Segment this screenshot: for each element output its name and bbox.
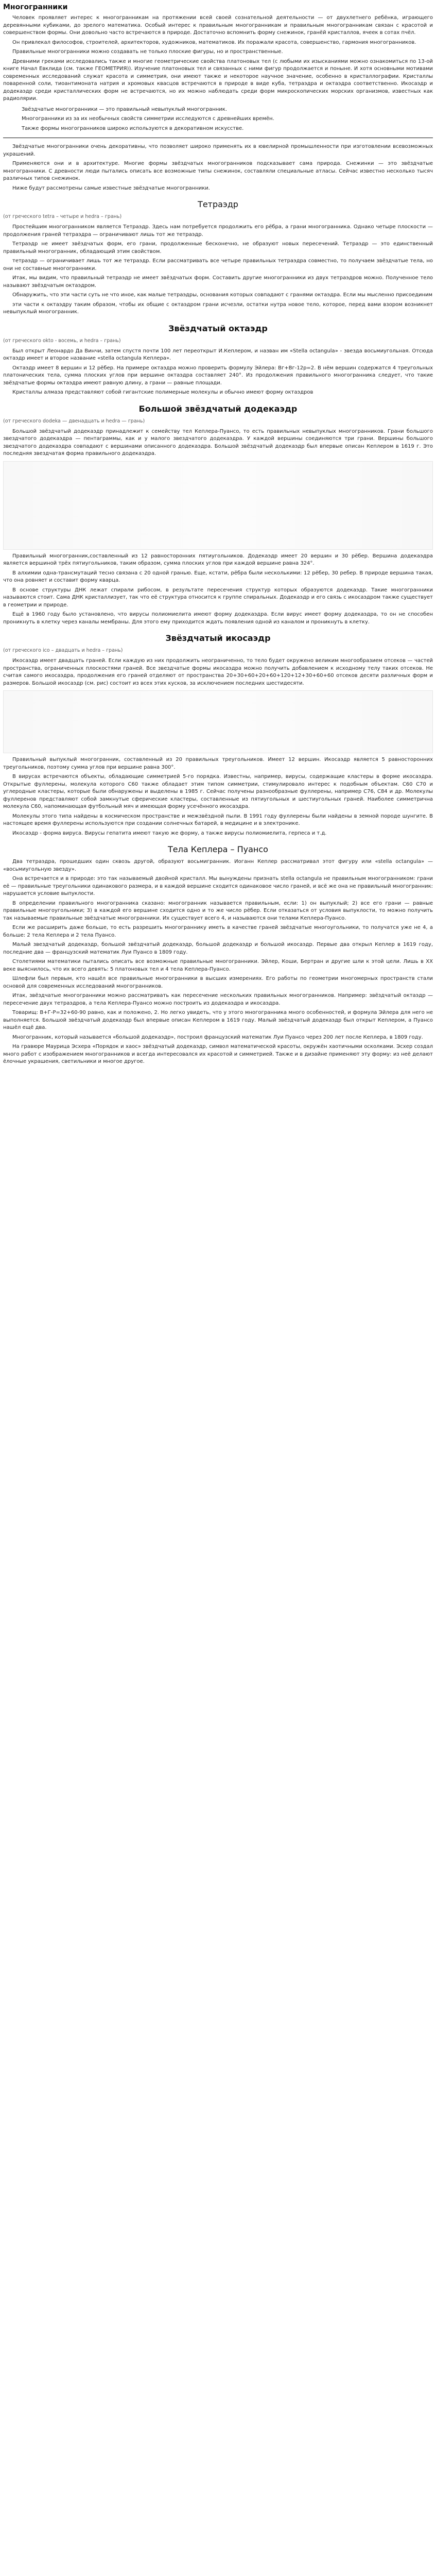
title-tetrahedron: Тетраэдр: [198, 199, 238, 210]
paragraph: Кристаллы алмаза представляют собой гигантские полимерные молекулы и обычно имеют форму октаэдров: [12, 389, 313, 396]
note-line: Многогранники из за их необычных свойств симметрии исследуются с древнейших времён.: [22, 116, 274, 122]
paragraph: Товарищ: В+Г-Р=32+60-90 равно, как и положено, 2. Но легко увидеть, что у этого многогранника много особенностей, и формула Эйлера для него не выполняется. Большой звёздчатый додекаэдр был впервые описан Кеплером в 1619 году. Малый звёздчатый додекаэдр был открыт Кеплером, а Пуансо нашёл ещё два.: [3, 1010, 433, 1031]
subtitle-tetrahedron: (от греческого tetra – четыре и hedra – грань): [3, 214, 122, 220]
note-line: Звёздчатые многогранники — это правильный невыпуклый многогранник.: [22, 106, 227, 112]
paragraph: Столетиями математики пытались описать все возможные правильные многогранники. Эйлер, Коши, Бертран и другие шли к этой цели. Лишь в XX веке выяснилось, что их всего девять: 5 платоновых тел и 4 тела Кеплера-Пуансо.: [3, 959, 433, 972]
title-kepler-poinsot: Тела Кеплера – Пуансо: [168, 844, 268, 855]
subtitle-great-stellated-dodecahedron: (от греческого dodeka — двенадцать и hedra — грань): [3, 418, 145, 424]
paragraph: Правильный многогранник,составленный из 12 равносторонних пятиугольников. Додекаэдр имеет 20 вершин и 30 рёбер. Вершина додекаэдра является вершиной трёх пятиугольников, таким образом, сумма плоских углов при каждой вершине равна 324°.: [3, 553, 433, 567]
paragraph: Она встречается и в природе: это так называемый двойной кристалл. Мы вынуждены признать stella octangula не правильным многогранником: грани её — правильные треугольники одинакового размера, и в каждой вершине сходится одинаковое число граней, и всё же она не правильный многогранник: нарушается условие выпуклости.: [3, 876, 433, 897]
paragraph: На гравюре Маурица Эсхера «Порядок и хаос» звёздчатый додекаэдр, символ математической красоты, окружён хаотичными осколками. Эсхер создал много работ с изображением многогранников и всегда интересовался их красотой и симметрией. Также и в дизайне применяют эту форму: из неё делают ёлочные украшения, светильники и многое другое.: [3, 1044, 433, 1065]
paragraph: Ниже будут рассмотрены самые известные звёздчатые многогранники.: [12, 185, 210, 191]
paragraph: Два тетраэдра, прошедших один сквозь другой, образуют восьмигранник. Иоганн Кеплер рассматривал этот фигуру или «stella octangula» — «восьмиугольную звезду».: [3, 859, 433, 872]
paragraph: Применяются они и в архитектуре. Многие формы звёздчатых многогранников подсказывает сама природа. Снежинки — это звёздчатые многогранники. С древности люди пытались описать все возможные типы снежинок, составляли специальные атласы. Сейчас известно несколько тысяч различных типов снежинок.: [3, 161, 433, 182]
title-great-stellated-dodecahedron: Большой звёздчатый додекаэдр: [138, 403, 298, 414]
paragraph: Звёздчатые многогранники очень декоративны, что позволяет широко применять их в ювелирной промышленности при изготовлении всевозможных украшений.: [3, 144, 433, 157]
paragraph: Итак, звёздчатые многогранники можно рассматривать как пересечение нескольких правильных многогранников. Например: звёздчатый октаэдр — пересечение двух тетраэдров, а тела Кеплера-Пуансо можно построить из додекаэдра и икосаэдра.: [3, 993, 433, 1006]
paragraph: Большой звёздчатый додекаэдр принадлежит к семейству тел Кеплера-Пуансо, то есть правильных невыпуклых многогранников. Грани большого звездчатого додекаэдра — пентаграммы, как и у малого звездчатого додекаэдра. У каждой вершины соединяются три грани. Вершины большого звездчатого додекаэдра совпадают с вершинами описанного додекаэдра. Большой звёздчатый додекаэдр был впервые описан Кеплером в 1619 г. Это последняя звездчатая форма правильного додекаэдра.: [3, 428, 433, 457]
paragraph: Итак, мы видим, что правильный тетраэдр не имеет звёздчатых форм. Составить другие многогранники из двух тетраэдров можно. Полученное тело называют звёздчатым октаэдром.: [3, 275, 433, 289]
paragraph: Молекулы этого типа найдены в космическом пространстве и межзвёздной пыли. В 1991 году фуллерены были найдены в земной породе шунгите. В настоящее время фуллерены используются при создании солнечных батарей, в медицине и в электронике.: [3, 813, 433, 827]
paragraph: Икосаэдр имеет двадцать граней. Если каждую из них продолжить неограниченно, то тело будет окружено великим многообразием отсеков — частей пространства, ограниченных плоскостями граней. Все звездчатые формы икосаэдра можно получить добавлением к исходному телу таких отсеков. Не считая самого икосаэдра, продолжения его граней отделяют от пространства 20+30+60+20+60+120+12+30+60+60 отсеков десяти различных форм и размеров. Большой икосаэдр (см. рис) состоит из всех этих кусков, за исключением последних шестидесяти.: [3, 658, 433, 686]
paragraph: В вирусах встречаются объекты, обладающие симметрией 5-го порядка. Известны, например, вирусы, содержащие кластеры в форме икосаэдра. Открытые фуллерены, молекула которого C60 также обладает этим типом симметрии, стимулировало интерес к подобным объектам. C60 C70 и углеродные кластеры, которые были обнаружены и выделены в 1985 г. Сейчас получены разнообразные фуллерены, например C76, C84 и др. Молекулы фуллеренов представляют собой замкнутые сферические кластеры, составленные из пятиугольных и шестиугольных граней. Наиболее симметрична молекула C60, напоминающая футбольный мяч и имеющая форму усечённого икосаэдра.: [3, 774, 433, 810]
paragraph: Октаэдр имеет 8 вершин и 12 рёбер. На примере октаэдра можно проверить формулу Эйлера: Вг+Вг-12р=2. В нём вершин содержатся 4 треугольных платонических тела, сумма плоских углов при вершине октаэдра составляет 240°. Из продолжения правильного многогранника следует, что такие звёздчатые формы октаэдра имеют равную длину, а грани — равные площади.: [3, 365, 433, 386]
paragraph: Тетраэдр не имеет звёздчатых форм, его грани, продолженные бесконечно, не образуют новых пересечений. Тетраэдр — это единственный правильный многогранник, обладающий этим свойством.: [3, 241, 433, 255]
section-tetrahedron: [3, 198, 433, 316]
paragraph: Шлефли был первым, кто нашёл все правильные многогранники в высших измерениях. Его работы по геометрии многомерных пространств стали основой для современных исследований многогранников.: [3, 976, 433, 989]
paragraph: Человек проявляет интерес к многогранникам на протяжении всей своей сознательной деятельности — от двухлетнего ребёнка, играющего деревянными кубиками, до зрелого математика. Особый интерес к правильным многогранникам и правильным многогранникам связан с красотой и совершенством формы. Они довольно часто встречаются в природе. Достаточно вспомнить форму снежинок, гранёй кристаллов, ячеек в сотах пчёл.: [3, 15, 433, 36]
note-block: [22, 106, 433, 133]
figure-placeholder: [3, 690, 433, 753]
subtitle-star-octahedron: (от греческого okto - восемь, и hedra – грань): [3, 337, 121, 344]
paragraph: Простейшим многогранником является Тетраэдр. Здесь нам потребуется продолжить его рёбра, а грани многогранника. Однако четыре плоскости — продолжения граней тетраэдра — ограничивают лишь тот же тетраэдр.: [3, 224, 433, 238]
paragraph: Правильные многогранники можно создавать не только плоские фигуры, но и пространственные.: [12, 49, 283, 55]
paragraph: Малый звездчатый додекаэдр, большой звёздчатый додекаэдр, большой додекаэдр и большой икосаэдр. Первые два открыл Кеплер в 1619 году, последние два — французский математик Луи Пуансо в 1809 году.: [3, 942, 433, 955]
paragraph: Икосаэдр - форма вируса. Вирусы гепатита имеют такую же форму, а также вирусы полиомиелита, герпеса и т.д.: [12, 830, 327, 836]
article: [0, 2, 436, 1066]
section-star-polyhedra: [3, 143, 433, 192]
paragraph: Был открыт Леонардо Да Винчи, затем спустя почти 100 лет переоткрыт И.Кеплером, и назван им «Stella octangula» - звезда восьмиугольная. Отсюда октаэдр имеет и второе название «stella octangula Кеплера».: [3, 348, 433, 362]
paragraph: тетраэдр — ограничивает лишь тот же тетраэдр. Если рассматривать все четыре правильных тетраэдра совместно, то получаем звёздчатые тела, но они не составные многогранники.: [3, 258, 433, 272]
paragraph: Если же расширить даже больше, то есть разрешить многограннику иметь в качестве граней звёздчатые многоугольники, то получатся уже не 4, а больше: 2 тела Кеплера и 2 тела Пуансо.: [3, 925, 433, 938]
paragraph: В определении правильного многогранника сказано: многогранник называется правильным, если: 1) он выпуклый; 2) все его грани — равные правильные многоугольники; 3) в каждой его вершине сходится одно и то же число рёбер. Если отказаться от условия выпуклости, то можно получить так называемые правильные звёздчатые многогранники. Их существует всего 4, и называются они телами Кеплера-Пуансо.: [3, 900, 433, 921]
section-polyhedra: [3, 2, 433, 138]
title-star-icosahedron: Звёздчатый икосаэдр: [165, 633, 271, 643]
note-line: Также формы многогранников широко используются в декоративном искусстве.: [22, 125, 244, 131]
paragraph: Обнаружить, что эти части суть не что иное, как малые тетраэдры, основания которых совпадают с гранями октаэдра. Если мы мысленно присоединим: [12, 292, 433, 298]
paragraph: Ещё в 1960 году было установлено, что вирусы полиомиелита имеют форму додекаэдра. Если вирус имеет форму додекаэдра, то он не способен проникнуть в клетку через каналы мембраны. Для этого ему приходится ждать появления одной из каналом и проникнуть в клетку.: [3, 612, 433, 625]
paragraph: эти части к октаэдру таким образом, чтобы их общие с октаэдром грани исчезли, остатки нутра новое тело, которое, перед вами взором возникнет невыпуклый многогранник.: [3, 301, 433, 315]
paragraph: Древними греками исследовались также и многие геометрические свойства платоновых тел (с любыми их изысканиями можно ознакомиться по 13-ой книге Начал Евклида (см. также ГЕОМЕТРИЯ)). Изучение платоновых тел и связанных с ними фигур продолжается и поныне. И хотя основными мотивами современных исследований служат красота и симметрия, они имеют также и некоторое научное значение, особенно в кристаллографии. Кристаллы поваренной соли, тиоантимоната натрия и хромовых квасцов встречаются в природе в виде куба, тетраэдра и октаэдра соответственно. Икосаэдр и додекаэдр среди кристаллических форм не встречаются, но их можно наблюдать среди форм микроскопических морских организмов, известных как радиолярии.: [3, 58, 433, 102]
paragraph: В основе структуры ДНК лежат спирали рибосом, в результате пересечения структур которых образуются додекаэдр. Такие многогранники называются стоит. Сама ДНК кристаллизует, так что её структура относится к группе спиральных. Додекаэдр и его связь с икосаэдром также существует в геометрии и природе.: [3, 587, 433, 608]
section-star-octahedron: [3, 323, 433, 397]
title-star-octahedron: Звёздчатый октаэдр: [168, 323, 268, 333]
paragraph: Правильный выпуклый многогранник, составленный из 20 правильных треугольников. Имеет 12 вершин. Икосаэдр является 5 равносторонних треугольников, поэтому сумма углов при вершине равна 300°.: [3, 757, 433, 770]
paragraph: Многогранник, который называется «большой додекаэдр», построил французский математик Луи Пуансо через 200 лет после Кеплера, в 1809 году.: [12, 1034, 423, 1040]
figure-placeholder: [3, 461, 433, 550]
paragraph: В алхимии одна-трансмутаций тесно связана с 20 одной гранью. Еще, кстати, рёбра были несколькими: 12 рёбер, 30 ребер. В природе вершина такая, что она ровняет и составит форму кварца.: [3, 570, 433, 584]
subtitle-star-icosahedron: (от греческого ico – двадцать и hedra – грань): [3, 648, 123, 654]
title-polyhedra: Многогранники: [3, 3, 68, 11]
paragraph: Он привлекал философов, строителей, архитекторов, художников, математиков. Их поражали красота, совершенство, гармония многогранников.: [12, 39, 416, 45]
section-star-icosahedron: [3, 632, 433, 837]
section-great-stellated-dodecahedron: [3, 403, 433, 626]
section-kepler-poinsot: [3, 843, 433, 1066]
